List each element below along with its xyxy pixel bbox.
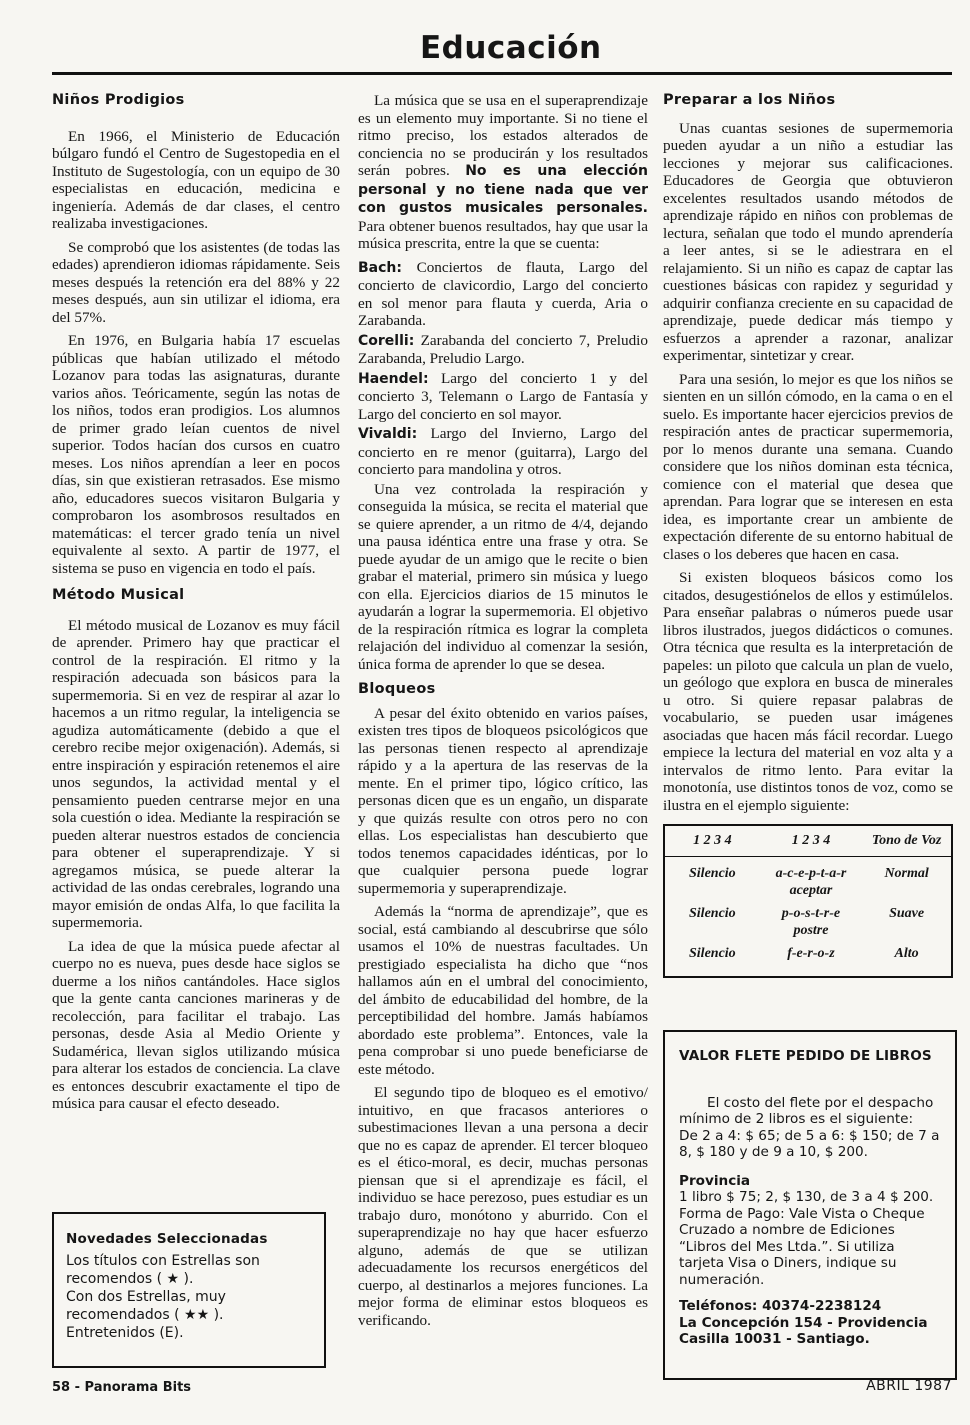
paragraph: A pesar del éxito obtenido en varios países, existen tres tipos de bloqueos psicológicos que las personas tienen respecto al aprendizaje rápido y a la apertura de las reservas de la mente. En el primer tipo, lógico crítico, las personas dicen que es un engaño, un disparate y que quizás resulte con otros pero no con ellas. Los especialistas han descubierto que todos tenemos capacidades idénticas, por lo que cualquier persona puede lograr supermemoria y superaprendizaje. [358,704,648,897]
composer-bach [358,259,648,330]
column-left [52,92,340,1119]
paragraph: En 1966, el Ministerio de Educación búlgaro fundó el Centro de Sugestopedia en el Instituto de Sugestología, con un equipo de 30 especialistas en educación, medicina e ingeniería. Además de dar clases, el centro realizaba investigaciones. [52,127,340,232]
heading-ninos-prodigios: Niños Prodigios [52,92,185,108]
tone-of-voice-table [663,824,953,978]
composer-name: Vivaldi: [358,426,418,442]
column-header: Tono de Voz [871,833,942,848]
table-row [665,945,951,962]
composer-name: Haendel: [358,370,429,387]
composer-works: Zarabanda del concierto 7, Preludio Zarabanda, Preludio Largo. [358,331,648,367]
table-cell: f-e-r-o-z [787,945,835,961]
composer-vivaldi [358,425,648,479]
table-cell: Suave [889,905,925,921]
page-folio: 58 - Panorama Bits [52,1380,192,1395]
paragraph: El método musical de Lozanov es muy fácil de aprender. Primero hay que practicar el control de la respiración. El ritmo y la respiración adecuada son básicos para la supermemoria. Si en vez de respirar al azar lo hacemos a un ritmo regular, la inteligencia se agudiza automáticamente (debido a que el cerebro recibe mejor oxigenación). Además, si entre inspiración y espiración retenemos el aire unos segundos, la actividad mental y el pensamiento pueden centrarse mejor en una sola cuestión o idea. Mediante la respiración se pueden alterar nuestros estados de conciencia para obtener el superaprendizaje. Y si agregamos música, se puede alterar la actividad de las ondas cerebrales, logrando una mayor emisión de ondas Alfa, lo que facilita la supermemoria. [52,616,340,931]
novedades-box [52,1212,326,1368]
box-title: VALOR FLETE PEDIDO DE LIBROS [679,1048,932,1064]
word: aceptar [789,882,833,898]
composer-name: Bach: [358,259,402,276]
text: Para obtener buenos resultados, hay que usar la música prescrita, entre la que se cuenta: [358,217,648,252]
column-header: 1 2 3 4 [791,833,831,848]
paragraph: Para una sesión, lo mejor es que los niños se sienten en un sillón cómodo, en la cama o en el suelo. Es importante hacer ejercicios previos de respiración antes de practicar supermemoria, por lo menos durante una semana. Cuando considere que los niños dominan esta técnica, comience con el material que desea que aprendan. Para lograr que se interesen en esta idea, es importante crear un ambiente de expectación diferente de su entorno habitual de clases o los deberes que hacen en casa. [663,370,953,563]
box-subtitle: Provincia [679,1172,751,1189]
composer-works: Largo del Invierno, Largo del concierto en re menor (guitarra), Largo del concierto para mandolina y otros. [358,425,648,478]
column-header: 1 2 3 4 [693,833,732,848]
table-cell: Silencio [689,945,736,961]
table-cell: Normal [884,865,929,881]
composer-name: Corelli: [358,332,415,349]
composer-works: Largo del concierto 1 y del concierto 3, Telemann o Largo de Fantasía y Largo del concierto en sol mayor. [358,369,648,423]
composer-haendel [358,370,648,424]
heading-preparar-ninos: Preparar a los Niños [663,92,836,108]
box-paragraph: 1 libro $ 75; 2, $ 130, de 3 a 4 $ 200. [679,1189,934,1205]
highlight-text: No es una elección personal y no tiene nada que ver con gustos musicales personales. [358,163,648,216]
top-rule [52,72,952,75]
table-cell: Silencio [689,905,736,921]
text: La música que se usa en el superaprendizaje es un elemento muy importante. Si no tiene el ritmo preciso, los estados alterados de conciencia no se producirán y los resultados serán pobres. [358,92,648,179]
word: postre [793,922,829,938]
heading-bloqueos: Bloqueos [358,681,436,697]
table-cell [760,865,863,899]
paragraph-music [358,92,648,253]
paragraph: Una vez controlada la respiración y conseguida la música, se recita el material que se quiere aprender, a un ritmo de 4/4, dejando una pausa idéntica entre una frase y otra. Se puede ayudar de un amigo que le recite o bien grabar el material, primero sin música y luego con ella. Ejercicios diarios de 15 minutos le ayudarán a lograr la supermemoria. El objetivo de la respiración rítmica es lograr la completa relajación del individuo al comenzar la sesión, única forma de aprender lo que se desea. [358,480,648,673]
paragraph: Además la “norma de aprendizaje”, que es social, está cambiando al descubrirse que sólo usamos el 10% de nuestras facultades. Un prestigiado especialista ha dicho que “nos hallamos aún en el umbral del conocimiento, del ámbito de educabilidad del hombre, de la perceptibilidad del hombre. Jamás habíamos abordado este problema”. Entonces, vale la pena comprobar si uno puede beneficiarse de este método. [358,903,648,1078]
spelled-word: a-c-e-p-t-a-r [775,865,847,881]
box-paragraph: El costo del flete por el despacho mínimo de 2 libros es el siguiente: [679,1094,934,1127]
column-right [663,92,953,984]
address-line: La Concepción 154 - Providencia [679,1314,928,1331]
address-line: Casilla 10031 - Santiago. [679,1331,870,1347]
column-middle [358,92,648,1335]
paragraph: Unas cuantas sesiones de supermemoria pueden ayudar a un niño a estudiar las lecciones y mejorar sus calificaciones. Educadores de Georgia que obtuvieron excelentes resultados usando métodos de aprendizaje rápido en niños con problemas de lectura, señalan que todo el mundo aprendería a leer antes, si se le adiestrara en el relajamiento. Si un niño es capaz de captar las cuestiones básicas con rapidez y seguridad y adquirir confianza creciente en su capacidad de aprendizaje, puede dedicar más tiempo y esfuerzos a aprender a razonar, analizar experimentar, sintetizar y crear. [663,119,953,364]
box-paragraph: De 2 a 4: $ 65; de 5 a 6: $ 150; de 7 a 8, $ 180 y de 9 a 10, $ 200. [679,1127,940,1160]
table-cell: Alto [894,945,919,961]
paragraph: La idea de que la música puede afectar al cuerpo no es nueva, pues desde hace siglos se duerme a los niños cantándoles. Hace siglos que la gente canta canciones marineras y de recolección, para facilitar el trabajo. Las personas, desde Asia al Medio Oriente y Sudamérica, llevan siglos utilizando música para alterar los estados de conciencia. La clave es entonces descubrir exactamente el tipo de música para causar el efecto deseado. [52,937,340,1112]
phone-line: Teléfonos: 40374-2238124 [679,1298,882,1314]
box-line: Entretenidos (E). [66,1325,184,1341]
table-header [665,832,951,857]
box-line: Con dos Estrellas, muy recomendados ( ★★ ). [66,1289,226,1323]
issue-date: ABRIL 1987 [866,1378,952,1394]
composer-works: Conciertos de flauta, Largo del concierto de clavicordio, Largo del concierto en sol menor para flauta y cuerda, Aria o Zarabanda. [358,258,648,329]
table-row [665,865,951,899]
box-paragraph: Forma de Pago: Vale Vista o Cheque Cruzado a nombre de Ediciones “Libros del Mes Ltda.”. Si utiliza tarjeta Visa o Diners, indique su numeración. [679,1205,925,1288]
table-row [665,905,951,939]
section-title: Educación [420,30,602,66]
table-cell [760,905,863,939]
spelled-word: p-o-s-t-r-e [781,905,841,921]
composer-corelli [358,332,648,368]
heading-metodo-musical: Método Musical [52,587,185,603]
table-cell: Silencio [689,865,736,881]
paragraph: Se comprobó que los asistentes (de todas las edades) aprendieron idiomas rápidamente. Seis meses después la retención era del 88% y 22 meses después, aun sin utilizar el idioma, era del 57%. [52,238,340,326]
paragraph: En 1976, en Bulgaria había 17 escuelas públicas que habían utilizado el método Lozanov para todas las asignaturas, durante varios años. Teóricamente, según las notas de los niños, todos eran prodigios. Los alumnos de primer grado leían cuentos de nivel superior. Todos hacían dos cursos en cuatro meses. Los niños aprendían a leer en pocos días, sin que existieran retrasados. Ese mismo año, educadores suecos visitaron Bulgaria y comprobaron los asombrosos resultados en matemáticas: el tercer grado tenía un nivel equivalente al sexto. A partir de 1977, el sistema se puso en vigencia en todo el país. [52,332,340,577]
paragraph: Si existen bloqueos básicos como los citados, desugestiónelos de ellos y estimúlelos. Para enseñar palabras o números puede usar libros ilustrados, juegos didácticos o comunes. Otra técnica que resulta es la interpretación de papeles: un piloto que calcula un plan de vuelo, un geólogo que explora en busca de minerales u otro. Si quiere repasar palabras de vocabulario, se pueden usar imágenes asociadas que hacen más fácil recordar. Luego empiece la lectura del material en voz alta y a intervalos de ritmo lento. Para evitar la monotonía, use distintos tonos de voz, como se ilustra en el ejemplo siguiente: [663,569,953,814]
shipping-cost-box [663,1030,957,1380]
paragraph: El segundo tipo de bloqueo es el emotivo/ intuitivo, en que fracasos anteriores o subestimaciones llevan a una persona a decir que no es capaz de aprender. El tercer bloqueo es el ético-moral, es decir, muchas personas piensan que si el aprendizaje es fácil, el individuo se hace perezoso, pues estudiar es un trabajo duro, monótono y aburrido. Con el superaprendizaje no hay que hacer esfuerzo alguno, además de que se utilizan adecuadamente los recursos energéticos del cuerpo, al destinarlos a mejores funciones. La mejor forma de eliminar estos bloqueos es verificando. [358,1084,648,1329]
box-line: Los títulos con Estrellas son recomendos ( ★ ). [66,1253,260,1287]
box-title: Novedades Seleccionadas [66,1231,268,1247]
